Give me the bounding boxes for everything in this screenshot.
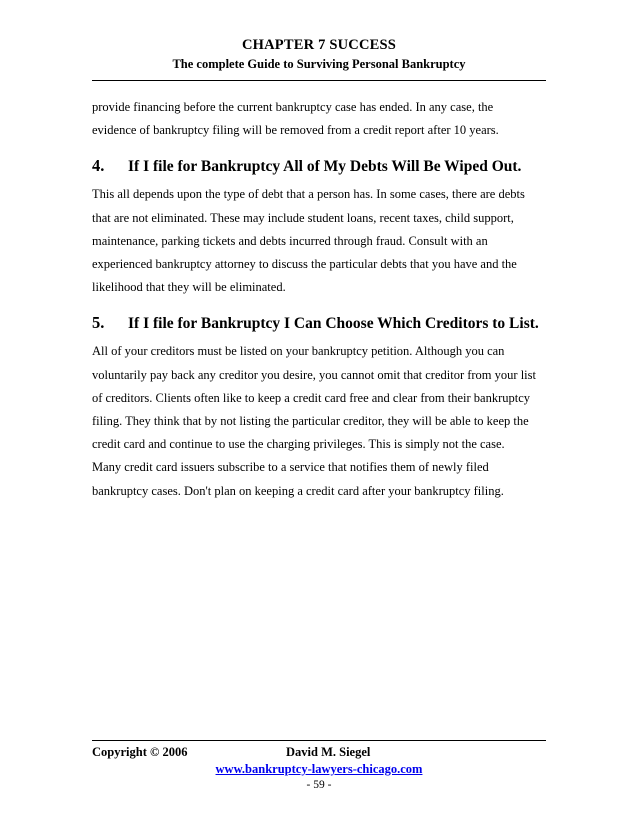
footer-credits	[92, 744, 546, 761]
page-body	[92, 96, 546, 503]
paragraph-line: that are not eliminated. These may include student loans, recent taxes, child support,	[92, 210, 514, 225]
chapter-title: CHAPTER 7 SUCCESS	[241, 37, 397, 53]
paragraph-line: bankruptcy cases. Don't plan on keeping a credit card after your bankruptcy filing.	[92, 483, 504, 498]
paragraph-line: This all depends upon the type of debt that a person has. In some cases, there are debts	[92, 187, 525, 202]
page-footer	[92, 744, 546, 793]
section-heading	[92, 313, 546, 334]
website-link[interactable]: www.bankruptcy-lawyers-chicago.com	[215, 762, 423, 776]
copyright-notice: Copyright © 2006	[92, 745, 188, 759]
paragraph-line: likelihood that they will be eliminated.	[92, 280, 286, 295]
section-heading	[92, 156, 546, 177]
paragraph-line: of creditors. Clients often like to keep a credit card free and clear from their bankruptcy	[92, 390, 531, 405]
paragraph-line: maintenance, parking tickets and debts incurred through fraud. Consult with an	[92, 233, 488, 248]
footer-divider	[92, 740, 546, 741]
page-number: - 59 -	[306, 779, 332, 791]
header-divider	[92, 80, 546, 81]
section-title: If I file for Bankruptcy All of My Debts Will Be Wiped Out.	[128, 158, 522, 176]
intro-paragraph	[92, 96, 546, 142]
section-number: 4.	[92, 156, 105, 176]
paragraph-line: filing. They think that by not listing the particular creditor, they will be able to keep the	[92, 414, 529, 429]
book-subtitle: The complete Guide to Surviving Personal Bankruptcy	[172, 57, 466, 71]
paragraph-line: voluntarily pay back any creditor you desire, you cannot omit that creditor from your list	[92, 367, 536, 382]
paragraph-line: provide financing before the current bankruptcy case has ended. In any case, the	[92, 100, 494, 114]
paragraph-line: credit card and continue to use the charging privileges. This is simply not the case.	[92, 437, 505, 452]
section-title: If I file for Bankruptcy I Can Choose Which Creditors to List.	[128, 315, 539, 333]
paragraph-line: All of your creditors must be listed on your bankruptcy petition. Although you can	[92, 344, 505, 359]
section-number: 5.	[92, 313, 105, 333]
paragraph-line: Many credit card issuers subscribe to a service that notifies them of newly filed	[92, 460, 489, 475]
author-name: David M. Siegel	[286, 745, 371, 759]
page-header	[92, 36, 546, 72]
section-4	[92, 156, 546, 299]
section-5	[92, 313, 546, 502]
paragraph-line: experienced bankruptcy attorney to discuss the particular debts that you have and the	[92, 257, 517, 272]
paragraph-line: evidence of bankruptcy filing will be removed from a credit report after 10 years.	[92, 123, 499, 138]
